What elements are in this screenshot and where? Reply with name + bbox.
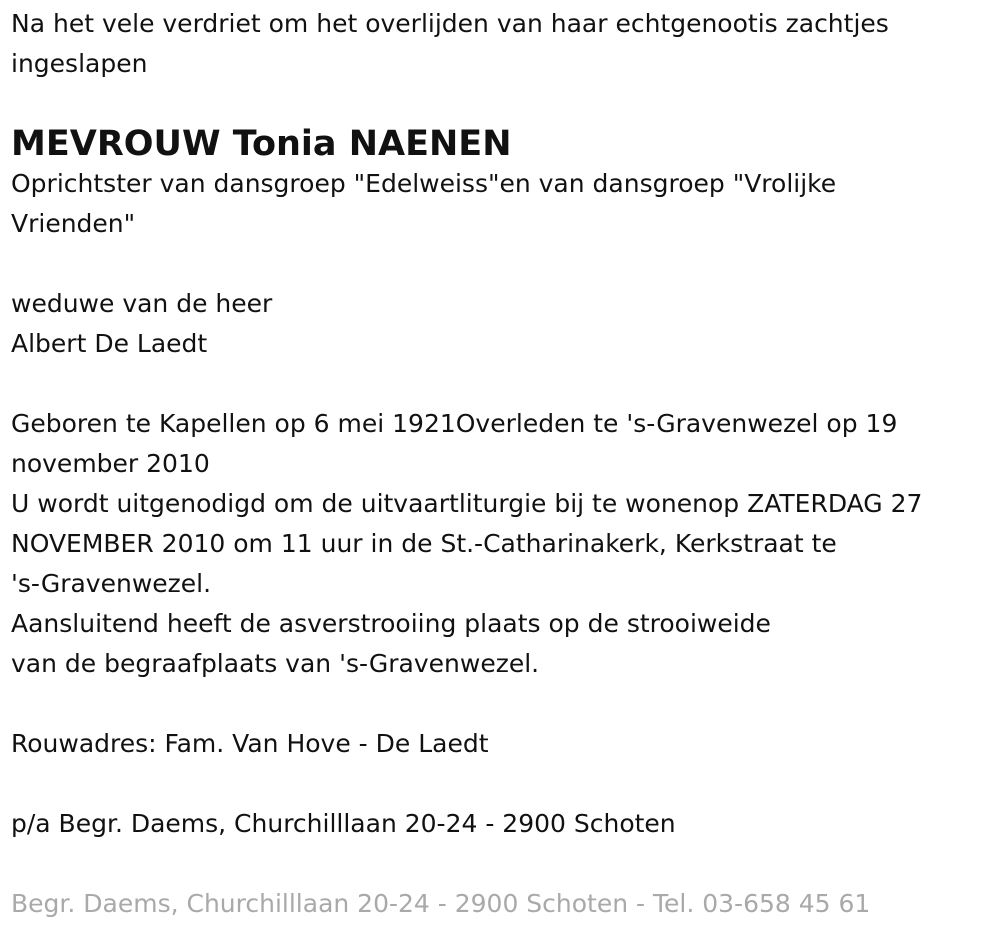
- spacer: [11, 84, 991, 124]
- spacer: [11, 684, 991, 724]
- intro-line-1: Na het vele verdriet om het overlijden van haar echtgenootis zachtjes: [11, 9, 889, 38]
- ash-scattering-line-2: van de begraafplaats van 's-Gravenwezel.: [11, 649, 540, 678]
- spacer: [11, 764, 991, 804]
- invitation-line-1: U wordt uitgenodigd om de uitvaartliturgie bij te wonenop ZATERDAG 27: [11, 489, 923, 518]
- intro-line-2: ingeslapen: [11, 49, 148, 78]
- invitation-line-2: NOVEMBER 2010 om 11 uur in de St.-Catharinakerk, Kerkstraat te: [11, 529, 837, 558]
- mourning-address: Rouwadres: Fam. Van Hove - De Laedt: [11, 729, 489, 758]
- obituary-notice: [11, 4, 991, 924]
- funeral-home-footer: Begr. Daems, Churchilllaan 20-24 - 2900 Schoten - Tel. 03-658 45 61: [11, 889, 871, 918]
- birth-death-line: Geboren te Kapellen op 6 mei 1921Overleden te 's-Gravenwezel op 19: [11, 409, 898, 438]
- deceased-name: MEVROUW Tonia NAENEN: [11, 124, 512, 164]
- spacer: [11, 364, 991, 404]
- death-date-line: november 2010: [11, 449, 210, 478]
- role-line-1: Oprichtster van dansgroep "Edelweiss"en van dansgroep "Vrolijke: [11, 169, 837, 198]
- role-line-2: Vrienden": [11, 209, 136, 238]
- invitation-line-3: 's-Gravenwezel.: [11, 569, 212, 598]
- spacer: [11, 844, 991, 884]
- widow-line: weduwe van de heer: [11, 289, 273, 318]
- spacer: [11, 244, 991, 284]
- care-of-address: p/a Begr. Daems, Churchilllaan 20-24 - 2900 Schoten: [11, 809, 676, 838]
- spouse-name: Albert De Laedt: [11, 329, 208, 358]
- ash-scattering-line-1: Aansluitend heeft de asverstrooiing plaats op de strooiweide: [11, 609, 771, 638]
